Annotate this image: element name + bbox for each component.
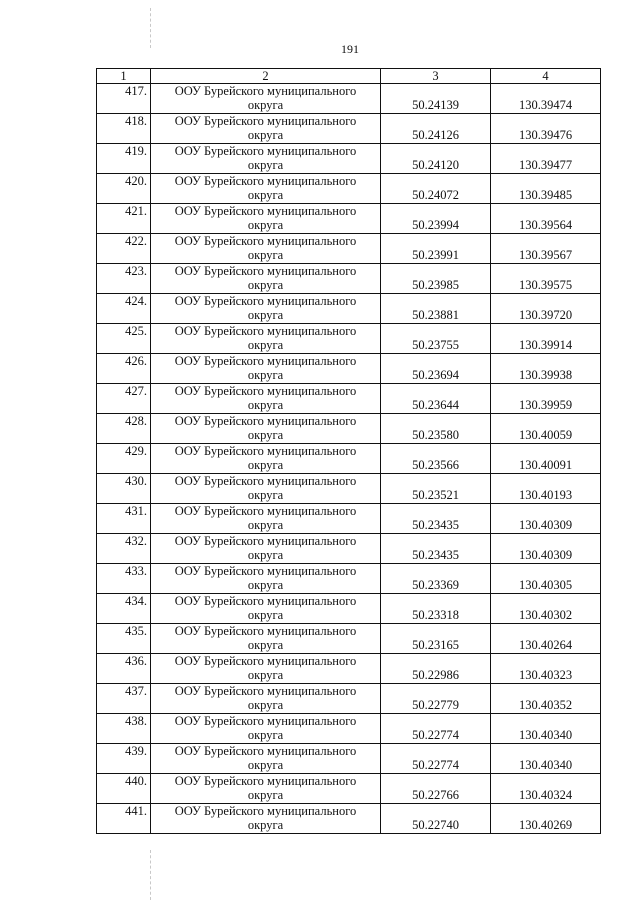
object-name-line2: округа: [247, 248, 284, 262]
row-number-cell: 432.: [97, 534, 151, 564]
latitude-cell: [381, 804, 491, 834]
latitude-value: 50.24120: [412, 158, 459, 172]
row-number-cell: 417.: [97, 84, 151, 114]
table-row: [97, 774, 601, 804]
row-number-cell: 440.: [97, 774, 151, 804]
table-row: [97, 384, 601, 414]
longitude-cell: [491, 174, 601, 204]
row-number-cell: 435.: [97, 624, 151, 654]
latitude-cell: [381, 744, 491, 774]
longitude-value: 130.40059: [518, 428, 573, 442]
table-row: [97, 144, 601, 174]
table-row: [97, 714, 601, 744]
latitude-cell: [381, 654, 491, 684]
longitude-cell: [491, 624, 601, 654]
object-name-line2: округа: [247, 818, 284, 832]
object-name-line2: округа: [247, 578, 284, 592]
latitude-cell: [381, 564, 491, 594]
margin-mark-bottom: [150, 850, 151, 900]
longitude-cell: [491, 474, 601, 504]
coordinates-table: [96, 68, 601, 834]
column-header-number: 1: [97, 69, 151, 84]
object-name-line1: ООУ Бурейского муниципального: [174, 534, 357, 548]
longitude-cell: [491, 804, 601, 834]
row-number-cell: 429.: [97, 444, 151, 474]
table-row: [97, 744, 601, 774]
page-number: 191: [341, 42, 359, 56]
longitude-value: 130.40193: [518, 488, 573, 502]
object-name-cell: [151, 324, 381, 354]
table-header-row: [97, 69, 601, 84]
object-name-line2: округа: [247, 668, 284, 682]
object-name-line2: округа: [247, 98, 284, 112]
longitude-value: 130.39938: [518, 368, 573, 382]
latitude-cell: [381, 684, 491, 714]
object-name-cell: [151, 204, 381, 234]
latitude-cell: [381, 474, 491, 504]
latitude-value: 50.23580: [412, 428, 459, 442]
longitude-value: 130.40324: [518, 788, 573, 802]
object-name-line1: ООУ Бурейского муниципального: [174, 144, 357, 158]
object-name-cell: [151, 384, 381, 414]
object-name-line1: ООУ Бурейского муниципального: [174, 204, 357, 218]
longitude-value: 130.40352: [518, 698, 573, 712]
object-name-line2: округа: [247, 608, 284, 622]
object-name-line2: округа: [247, 698, 284, 712]
longitude-cell: [491, 384, 601, 414]
longitude-cell: [491, 234, 601, 264]
table-row: [97, 534, 601, 564]
table-row: [97, 564, 601, 594]
object-name-line2: округа: [247, 488, 284, 502]
object-name-cell: [151, 744, 381, 774]
object-name-line2: округа: [247, 788, 284, 802]
longitude-value: 130.40309: [518, 518, 573, 532]
object-name-cell: [151, 804, 381, 834]
column-header-latitude: 3: [381, 69, 491, 84]
latitude-value: 50.23435: [412, 548, 459, 562]
row-number-cell: 430.: [97, 474, 151, 504]
object-name-line2: округа: [247, 128, 284, 142]
object-name-cell: [151, 174, 381, 204]
object-name-cell: [151, 354, 381, 384]
longitude-cell: [491, 144, 601, 174]
row-number-cell: 438.: [97, 714, 151, 744]
longitude-cell: [491, 114, 601, 144]
object-name-cell: [151, 414, 381, 444]
row-number-cell: 420.: [97, 174, 151, 204]
table-row: [97, 354, 601, 384]
table-row: [97, 444, 601, 474]
table-row: [97, 504, 601, 534]
object-name-line2: округа: [247, 638, 284, 652]
object-name-cell: [151, 444, 381, 474]
object-name-line1: ООУ Бурейского муниципального: [174, 384, 357, 398]
object-name-cell: [151, 294, 381, 324]
row-number-cell: 427.: [97, 384, 151, 414]
table-row: [97, 624, 601, 654]
longitude-cell: [491, 444, 601, 474]
object-name-line1: ООУ Бурейского муниципального: [174, 804, 357, 818]
latitude-value: 50.23318: [412, 608, 459, 622]
latitude-cell: [381, 714, 491, 744]
column-header-longitude: 4: [491, 69, 601, 84]
object-name-line1: ООУ Бурейского муниципального: [174, 744, 357, 758]
object-name-line2: округа: [247, 458, 284, 472]
object-name-line2: округа: [247, 338, 284, 352]
object-name-cell: [151, 474, 381, 504]
object-name-line1: ООУ Бурейского муниципального: [174, 84, 357, 98]
row-number-cell: 436.: [97, 654, 151, 684]
table-row: [97, 234, 601, 264]
row-number-cell: 425.: [97, 324, 151, 354]
latitude-value: 50.23694: [412, 368, 459, 382]
table-row: [97, 264, 601, 294]
object-name-line1: ООУ Бурейского муниципального: [174, 564, 357, 578]
latitude-value: 50.23165: [412, 638, 459, 652]
latitude-cell: [381, 324, 491, 354]
table-row: [97, 594, 601, 624]
longitude-value: 130.39720: [518, 308, 573, 322]
object-name-line1: ООУ Бурейского муниципального: [174, 594, 357, 608]
object-name-line1: ООУ Бурейского муниципального: [174, 294, 357, 308]
object-name-cell: [151, 624, 381, 654]
latitude-cell: [381, 354, 491, 384]
object-name-line1: ООУ Бурейского муниципального: [174, 354, 357, 368]
longitude-value: 130.39914: [518, 338, 573, 352]
object-name-line1: ООУ Бурейского муниципального: [174, 444, 357, 458]
latitude-cell: [381, 624, 491, 654]
row-number-cell: 421.: [97, 204, 151, 234]
table-row: [97, 804, 601, 834]
row-number-cell: 418.: [97, 114, 151, 144]
longitude-value: 130.39474: [518, 98, 573, 112]
object-name-line2: округа: [247, 728, 284, 742]
object-name-cell: [151, 684, 381, 714]
row-number-cell: 434.: [97, 594, 151, 624]
object-name-line2: округа: [247, 158, 284, 172]
object-name-cell: [151, 234, 381, 264]
table-row: [97, 324, 601, 354]
longitude-value: 130.39477: [518, 158, 573, 172]
longitude-cell: [491, 264, 601, 294]
latitude-cell: [381, 504, 491, 534]
table-row: [97, 84, 601, 114]
longitude-cell: [491, 354, 601, 384]
object-name-line1: ООУ Бурейского муниципального: [174, 234, 357, 248]
object-name-cell: [151, 504, 381, 534]
object-name-cell: [151, 144, 381, 174]
object-name-line1: ООУ Бурейского муниципального: [174, 174, 357, 188]
latitude-cell: [381, 144, 491, 174]
row-number-cell: 426.: [97, 354, 151, 384]
object-name-line2: округа: [247, 278, 284, 292]
table-row: [97, 654, 601, 684]
object-name-line2: округа: [247, 398, 284, 412]
latitude-value: 50.23566: [412, 458, 459, 472]
longitude-value: 130.40305: [518, 578, 573, 592]
latitude-cell: [381, 114, 491, 144]
object-name-line2: округа: [247, 518, 284, 532]
longitude-cell: [491, 414, 601, 444]
latitude-value: 50.24072: [412, 188, 459, 202]
table-row: [97, 174, 601, 204]
longitude-value: 130.40323: [518, 668, 573, 682]
longitude-cell: [491, 684, 601, 714]
latitude-cell: [381, 774, 491, 804]
latitude-cell: [381, 384, 491, 414]
latitude-value: 50.24126: [412, 128, 459, 142]
table-row: [97, 114, 601, 144]
latitude-cell: [381, 84, 491, 114]
latitude-value: 50.23644: [412, 398, 459, 412]
latitude-value: 50.22774: [412, 728, 459, 742]
row-number-cell: 424.: [97, 294, 151, 324]
table-row: [97, 684, 601, 714]
longitude-cell: [491, 714, 601, 744]
latitude-value: 50.23521: [412, 488, 459, 502]
latitude-value: 50.22766: [412, 788, 459, 802]
latitude-cell: [381, 204, 491, 234]
object-name-line1: ООУ Бурейского муниципального: [174, 264, 357, 278]
latitude-cell: [381, 174, 491, 204]
longitude-value: 130.39575: [518, 278, 573, 292]
object-name-cell: [151, 654, 381, 684]
longitude-cell: [491, 534, 601, 564]
object-name-cell: [151, 564, 381, 594]
longitude-cell: [491, 654, 601, 684]
latitude-cell: [381, 234, 491, 264]
object-name-cell: [151, 534, 381, 564]
latitude-value: 50.23755: [412, 338, 459, 352]
row-number-cell: 423.: [97, 264, 151, 294]
latitude-value: 50.23991: [412, 248, 459, 262]
object-name-line2: округа: [247, 188, 284, 202]
latitude-value: 50.23994: [412, 218, 459, 232]
row-number-cell: 428.: [97, 414, 151, 444]
latitude-cell: [381, 294, 491, 324]
latitude-cell: [381, 414, 491, 444]
object-name-cell: [151, 774, 381, 804]
table-row: [97, 414, 601, 444]
longitude-value: 130.40340: [518, 728, 573, 742]
row-number-cell: 441.: [97, 804, 151, 834]
row-number-cell: 439.: [97, 744, 151, 774]
latitude-value: 50.23369: [412, 578, 459, 592]
object-name-line2: округа: [247, 758, 284, 772]
object-name-line1: ООУ Бурейского муниципального: [174, 324, 357, 338]
longitude-cell: [491, 744, 601, 774]
column-header-name: 2: [151, 69, 381, 84]
object-name-cell: [151, 114, 381, 144]
object-name-cell: [151, 264, 381, 294]
row-number-cell: 422.: [97, 234, 151, 264]
longitude-value: 130.39567: [518, 248, 573, 262]
latitude-value: 50.22986: [412, 668, 459, 682]
longitude-value: 130.40264: [518, 638, 573, 652]
latitude-cell: [381, 594, 491, 624]
object-name-line2: округа: [247, 218, 284, 232]
row-number-cell: 431.: [97, 504, 151, 534]
latitude-value: 50.23985: [412, 278, 459, 292]
object-name-line1: ООУ Бурейского муниципального: [174, 474, 357, 488]
latitude-value: 50.23881: [412, 308, 459, 322]
table-row: [97, 294, 601, 324]
longitude-cell: [491, 84, 601, 114]
object-name-line2: округа: [247, 368, 284, 382]
object-name-cell: [151, 84, 381, 114]
longitude-value: 130.40091: [518, 458, 573, 472]
row-number-cell: 433.: [97, 564, 151, 594]
longitude-value: 130.40309: [518, 548, 573, 562]
object-name-line2: округа: [247, 308, 284, 322]
object-name-cell: [151, 714, 381, 744]
table-row: [97, 204, 601, 234]
latitude-cell: [381, 444, 491, 474]
longitude-cell: [491, 324, 601, 354]
latitude-value: 50.22779: [412, 698, 459, 712]
longitude-cell: [491, 564, 601, 594]
longitude-cell: [491, 294, 601, 324]
object-name-line2: округа: [247, 428, 284, 442]
longitude-value: 130.40302: [518, 608, 573, 622]
row-number-cell: 437.: [97, 684, 151, 714]
object-name-line1: ООУ Бурейского муниципального: [174, 114, 357, 128]
object-name-line2: округа: [247, 548, 284, 562]
object-name-line1: ООУ Бурейского муниципального: [174, 624, 357, 638]
longitude-value: 130.40269: [518, 818, 573, 832]
latitude-cell: [381, 534, 491, 564]
object-name-line1: ООУ Бурейского муниципального: [174, 774, 357, 788]
latitude-value: 50.22740: [412, 818, 459, 832]
object-name-line1: ООУ Бурейского муниципального: [174, 414, 357, 428]
longitude-value: 130.39476: [518, 128, 573, 142]
longitude-value: 130.39564: [518, 218, 573, 232]
object-name-line1: ООУ Бурейского муниципального: [174, 654, 357, 668]
latitude-value: 50.24139: [412, 98, 459, 112]
longitude-cell: [491, 204, 601, 234]
object-name-line1: ООУ Бурейского муниципального: [174, 714, 357, 728]
object-name-line1: ООУ Бурейского муниципального: [174, 504, 357, 518]
longitude-cell: [491, 774, 601, 804]
object-name-line1: ООУ Бурейского муниципального: [174, 684, 357, 698]
table-row: [97, 474, 601, 504]
latitude-cell: [381, 264, 491, 294]
latitude-value: 50.22774: [412, 758, 459, 772]
row-number-cell: 419.: [97, 144, 151, 174]
latitude-value: 50.23435: [412, 518, 459, 532]
longitude-cell: [491, 594, 601, 624]
longitude-value: 130.39959: [518, 398, 573, 412]
longitude-value: 130.39485: [518, 188, 573, 202]
object-name-cell: [151, 594, 381, 624]
longitude-value: 130.40340: [518, 758, 573, 772]
longitude-cell: [491, 504, 601, 534]
